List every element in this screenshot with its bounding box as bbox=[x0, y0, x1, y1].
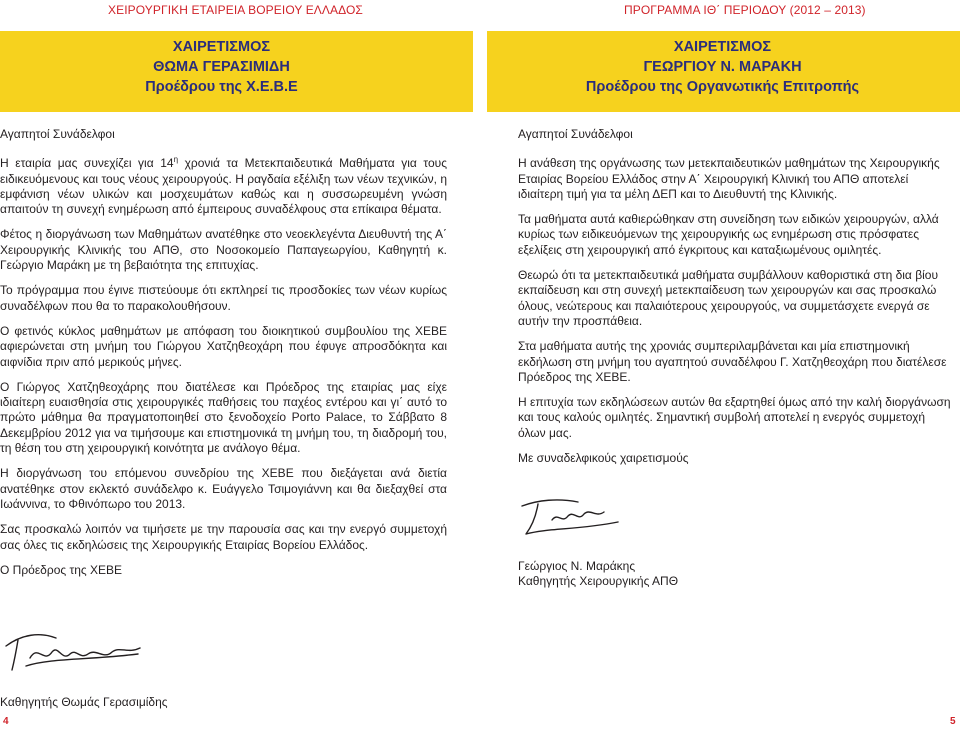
paragraph-6: Η διοργάνωση του επόμενου συνεδρίου της ΧΕΒΕ που διεξάγεται ανά διετία ανατέθηκε στον εκλεκτό συνάδελφο κ. Ευάγγελο Τσιμογιάννη και θα διεξαχθεί στα Ιωάννινα, το Φθινόπωρο του 2013. bbox=[0, 466, 447, 511]
signatory-name-right: Γεώργιος Ν. Μαράκης bbox=[518, 559, 636, 573]
running-header-right: ΠΡΟΓΡΑΜΜΑ ΙΘ΄ ΠΕΡΙΟΔΟΥ (2012 – 2013) bbox=[624, 3, 866, 17]
paragraph-6: Με συναδελφικούς χαιρετισμούς bbox=[518, 451, 689, 466]
signature-image-left bbox=[0, 624, 150, 676]
banner-author-name: ΓΕΩΡΓΙΟΥ Ν. ΜΑΡΑΚΗ bbox=[643, 59, 802, 75]
paragraph-5: Η επιτυχία των εκδηλώσεων αυτών θα εξαρτηθεί όμως από την καλή διοργάνωση και τους καλούς ομιλητές. Σημαντική συμβολή αποτελεί η ενεργός συμμετοχή όλων μας. bbox=[518, 395, 951, 440]
banner-rule-left bbox=[0, 111, 473, 112]
paragraph-1-rest: χρονιά τα Μετεκπαιδευτικά Μαθήματα για τους ειδικευόμενους και τους νέους χειρουργούς. Η ραγδαία εξέλιξη των νέων τεχνικών, η εμφάνιση νέων υλικών και μοσχευμάτων καθώς και η συσσωρευμένη γνώση απαιτούν τη συνεχή ενημέρωση από έμπειρους συναδέλφους στα επίκαιρα θέματα. bbox=[0, 156, 448, 217]
signatory-block-left bbox=[0, 695, 447, 720]
paragraph-3: Θεωρώ ότι τα μετεκπαιδευτικά μαθήματα συμβάλλουν καθοριστικά στη δια βίου εκπαίδευση και στη συνεχή μετεκπαίδευση των χειρουργών και σας προσκαλώ όλους, νεώτερους και παλαιότερους χειρουργούς, να συμμετάσχετε ενεργά σε αυτήν την προσπάθεια. bbox=[518, 268, 939, 328]
paragraph-3: Το πρόγραμμα που έγινε πιστεύουμε ότι εκπληρεί τις προσδοκίες των νέων κυρίως συναδέλφων που θα το παρακολουθήσουν. bbox=[0, 283, 447, 313]
banner-author-name: ΘΩΜΑ ΓΕΡΑΣΙΜΙΔΗ bbox=[153, 59, 290, 75]
ordinal-superscript: η bbox=[173, 155, 179, 165]
signatory-name-left: Καθηγητής Θωμάς Γερασιμίδης bbox=[0, 695, 168, 709]
paragraph-7: Σας προσκαλώ λοιπόν να τιμήσετε με την παρουσία σας και την ενεργό συμμετοχή σας όλες τις εκδηλώσεις της Χειρουργικής Εταιρίας Βορείου Ελλάδος. bbox=[0, 522, 447, 552]
letter-body-left bbox=[0, 127, 447, 588]
running-header-left: ΧΕΙΡΟΥΡΓΙΚΗ ΕΤΑΙΡΕΙΑ ΒΟΡΕΙΟΥ ΕΛΛΑΔΟΣ bbox=[108, 3, 363, 17]
banner-title: ΧΑΙΡΕΤΙΣΜΟΣ bbox=[673, 39, 772, 55]
banner-author-role: Προέδρου της Οργανωτικής Επιτροπής bbox=[585, 79, 860, 95]
closing-line: Ο Πρόεδρος της ΧΕΒΕ bbox=[0, 562, 123, 577]
paragraph-1-start: Η εταιρία μας συνεχίζει για 14 bbox=[0, 156, 174, 171]
paragraph-5: Ο Γιώργος Χατζηθεοχάρης που διατέλεσε και Πρόεδρος της εταιρίας μας είχε ιδιαίτερη ευαισθησία στις χειρουργικές παθήσεις του παχέος εντέρου και γι΄ αυτό το πρώτο μάθημα θα πραγματοποιηθεί στο ξενοδοχείο Porto Palace, το Σάββατο 8 Δεκεμβρίου 2012 για να τιμήσουμε και επιστημονικά τη μνήμη του, τη διαδρομή του, τη θέση του στη χειρουργική κοινότητα με ανάλογο θέμα. bbox=[0, 379, 447, 456]
page-number-left: 4 bbox=[3, 716, 9, 727]
greeting-line: Αγαπητοί Συνάδελφοι bbox=[518, 127, 633, 141]
banner-text-right bbox=[486, 37, 959, 97]
paragraph-4: Στα μαθήματα αυτής της χρονιάς συμπεριλαμβάνεται και μία επιστημονική εκδήλωση στη μνήμη του αγαπητού συναδέλφου Γ. Χατζηθεοχάρη που διατέλεσε Πρόεδρος της ΧΕΒΕ. bbox=[518, 339, 947, 384]
signatory-title-right: Καθηγητής Χειρουργικής ΑΠΘ bbox=[518, 574, 679, 589]
signature-image-right bbox=[518, 492, 628, 542]
page-number-right: 5 bbox=[950, 716, 956, 727]
banner-title: ΧΑΙΡΕΤΙΣΜΟΣ bbox=[172, 39, 271, 55]
letter-body-right bbox=[518, 127, 955, 476]
right-page bbox=[480, 0, 960, 732]
banner-author-role: Προέδρου της Χ.Ε.Β.Ε bbox=[145, 79, 298, 95]
paragraph-1 bbox=[0, 156, 447, 217]
paragraph-1: Η ανάθεση της οργάνωσης των μετεκπαιδευτικών μαθημάτων της Χειρουργικής Εταιρίας Βορείου Ελλάδος στην Α΄ Χειρουργική Κλινική του ΑΠΘ αποτελεί ιδιαίτερη τιμή για τα μέλη ΔΕΠ και το Διευθυντή της Κλινικής. bbox=[518, 156, 940, 201]
paragraph-4: Ο φετινός κύκλος μαθημάτων με απόφαση του διοικητικού συμβουλίου της ΧΕΒΕ αφιερώνεται στη μνήμη του Γιώργου Χατζηθεοχάρη που έφυγε απροσδόκητα και αιφνίδια πριν από μερικούς μήνες. bbox=[0, 323, 447, 369]
greeting-line: Αγαπητοί Συνάδελφοι bbox=[0, 127, 115, 141]
greeting-banner-left bbox=[0, 31, 473, 111]
greeting-banner-right bbox=[487, 31, 960, 111]
paragraph-2: Φέτος η διοργάνωση των Μαθημάτων ανατέθηκε στο νεοεκλεγέντα Διευθυντή της Α΄ Χειρουργικής Κλινικής του ΑΠΘ, στο Νοσοκομείο Παπαγεωργίου, Καθηγητή κ. Γεώργιο Μαράκη με τη βεβαιότητα της επιτυχίας. bbox=[0, 227, 447, 273]
banner-rule-right bbox=[487, 111, 960, 112]
signatory-block-right bbox=[518, 559, 955, 600]
banner-text-left bbox=[0, 37, 458, 97]
paragraph-2: Τα μαθήματα αυτά καθιερώθηκαν στη συνείδηση των ειδικών χειρουργών, αλλά κυρίως των ειδικευόμενων της χειρουργικής ως ενημέρωση στις πρόσφατες εξελίξεις στη χειρουργική από έγκριτους και καταξιωμένους ομιλητές. bbox=[518, 212, 939, 257]
